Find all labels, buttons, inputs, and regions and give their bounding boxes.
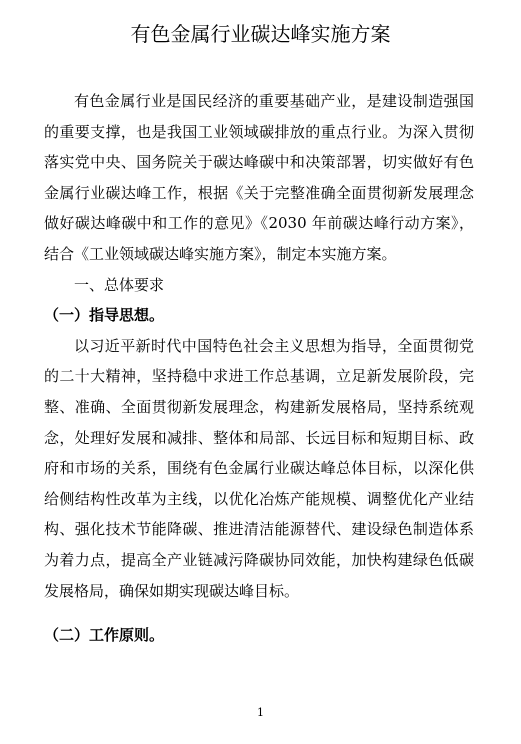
document-body: [44, 86, 474, 651]
page-number: 1: [257, 706, 264, 719]
document-title: 有色金属行业碳达峰实施方案: [130, 22, 391, 46]
guiding-ideology-paragraph: 以习近平新时代中国特色社会主义思想为指导，全面贯彻党的二十大精神，坚持稳中求进工作总基调，立足新发展阶段，完整、准确、全面贯彻新发展理念，构建新发展格局，坚持系统观念，处理好发展和减排、整体和局部、长远目标和短期目标、政府和市场的关系，围绕有色金属行业碳达峰总体目标，以深化供给侧结构性改革为主线，以优化冶炼产能规模、调整优化产业结构、强化技术节能降碳、推进清洁能源替代、建设绿色制造体系为着力点，提高全产业链减污降碳协同效能，加快构建绿色低碳发展格局，确保如期实现碳达峰目标。: [44, 336, 474, 600]
subsection-heading-working-principles: （二）工作原则。: [44, 626, 165, 645]
intro-paragraph: 有色金属行业是国民经济的重要基础产业，是建设制造强国的重要支撑，也是我国工业领域碳排放的重点行业。为深入贯彻落实党中央、国务院关于碳达峰碳中和决策部署，切实做好有色金属行业碳达峰工作，根据《关于完整准确全面贯彻新发展理念做好碳达峰碳中和工作的意见》《2030 年前碳达峰行动方案》，结合《工业领域碳达峰实施方案》，制定本实施方案。: [44, 92, 474, 263]
section-heading-overall-requirements: 一、总体要求: [74, 275, 165, 294]
subsection-heading-guiding-ideology: （一）指导思想。: [44, 306, 165, 325]
paragraph-spacer: [44, 606, 474, 620]
